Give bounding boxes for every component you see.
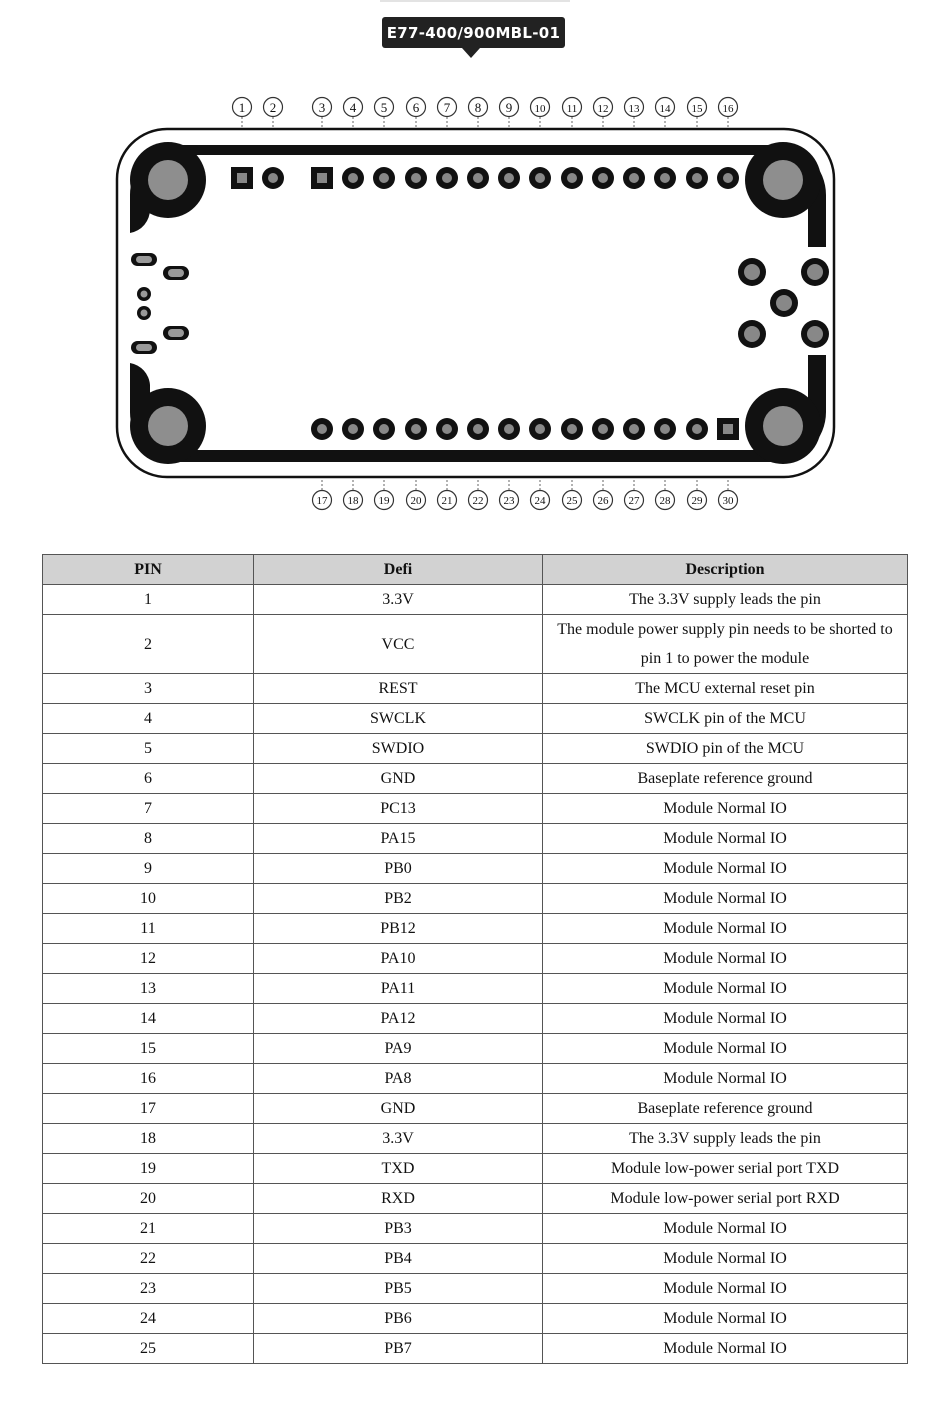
defi-cell: SWDIO bbox=[254, 734, 543, 764]
description-cell: Module Normal IO bbox=[543, 854, 908, 884]
top-divider bbox=[380, 0, 570, 2]
defi-cell: PA10 bbox=[254, 944, 543, 974]
pinout-diagram bbox=[0, 85, 950, 525]
table-row bbox=[43, 884, 908, 914]
table-row bbox=[43, 794, 908, 824]
top-pin-number: 3 bbox=[318, 100, 326, 115]
pin-cell: 20 bbox=[43, 1184, 254, 1214]
description-cell: Baseplate reference ground bbox=[543, 764, 908, 794]
defi-cell: PB5 bbox=[254, 1274, 543, 1304]
pin-cell: 23 bbox=[43, 1274, 254, 1304]
table-row bbox=[43, 1274, 908, 1304]
description-cell: SWDIO pin of the MCU bbox=[543, 734, 908, 764]
bottom-pin-number: 25 bbox=[566, 495, 578, 507]
pin-cell: 6 bbox=[43, 764, 254, 794]
table-row bbox=[43, 1124, 908, 1154]
description-cell: Module Normal IO bbox=[543, 974, 908, 1004]
defi-cell: RXD bbox=[254, 1184, 543, 1214]
bottom-pin-number: 22 bbox=[472, 495, 484, 507]
description-cell: SWCLK pin of the MCU bbox=[543, 704, 908, 734]
top-pin-number: 12 bbox=[597, 103, 609, 115]
description-cell: Module Normal IO bbox=[543, 944, 908, 974]
pin-cell: 14 bbox=[43, 1004, 254, 1034]
defi-cell: PA8 bbox=[254, 1064, 543, 1094]
pin-cell: 7 bbox=[43, 794, 254, 824]
table-row bbox=[43, 974, 908, 1004]
table-row bbox=[43, 824, 908, 854]
top-pin-number: 7 bbox=[443, 100, 451, 115]
pin-cell: 8 bbox=[43, 824, 254, 854]
description-cell: The module power supply pin needs to be shorted to pin 1 to power the module bbox=[543, 615, 908, 674]
description-cell: Module Normal IO bbox=[543, 884, 908, 914]
description-cell: Module low-power serial port TXD bbox=[543, 1154, 908, 1184]
description-cell: Module Normal IO bbox=[543, 914, 908, 944]
top-pin-number: 5 bbox=[380, 100, 388, 115]
table-row bbox=[43, 734, 908, 764]
pin-cell: 15 bbox=[43, 1034, 254, 1064]
table-row bbox=[43, 1244, 908, 1274]
module-board bbox=[117, 129, 834, 477]
pin-cell: 4 bbox=[43, 704, 254, 734]
pin-cell: 3 bbox=[43, 674, 254, 704]
table-row bbox=[43, 1304, 908, 1334]
defi-cell: PB4 bbox=[254, 1244, 543, 1274]
pin-cell: 11 bbox=[43, 914, 254, 944]
bottom-pin-number: 17 bbox=[316, 495, 328, 507]
defi-cell: PC13 bbox=[254, 794, 543, 824]
header-defi: Defi bbox=[254, 555, 543, 585]
top-pin-number: 4 bbox=[349, 100, 357, 115]
description-cell: Module low-power serial port RXD bbox=[543, 1184, 908, 1214]
table-row bbox=[43, 1034, 908, 1064]
table-row bbox=[43, 854, 908, 884]
pin-cell: 10 bbox=[43, 884, 254, 914]
defi-cell: 3.3V bbox=[254, 585, 543, 615]
description-cell: The 3.3V supply leads the pin bbox=[543, 1124, 908, 1154]
pin-cell: 25 bbox=[43, 1334, 254, 1364]
defi-cell: 3.3V bbox=[254, 1124, 543, 1154]
table-row bbox=[43, 1154, 908, 1184]
defi-cell: GND bbox=[254, 1094, 543, 1124]
table-row bbox=[43, 1184, 908, 1214]
bottom-pin-number: 24 bbox=[534, 495, 546, 507]
model-title-tag: E77-400/900MBL-01 bbox=[382, 17, 565, 48]
pin-cell: 22 bbox=[43, 1244, 254, 1274]
table-row bbox=[43, 704, 908, 734]
defi-cell: PA15 bbox=[254, 824, 543, 854]
top-pin-number: 9 bbox=[505, 100, 513, 115]
description-cell: Module Normal IO bbox=[543, 1004, 908, 1034]
top-pin-number: 16 bbox=[722, 103, 734, 115]
pin-cell: 1 bbox=[43, 585, 254, 615]
defi-cell: VCC bbox=[254, 615, 543, 674]
defi-cell: PA12 bbox=[254, 1004, 543, 1034]
pin-cell: 24 bbox=[43, 1304, 254, 1334]
defi-cell: PB6 bbox=[254, 1304, 543, 1334]
defi-cell: PB12 bbox=[254, 914, 543, 944]
pin-cell: 13 bbox=[43, 974, 254, 1004]
top-pin-number: 14 bbox=[659, 103, 671, 115]
description-cell: Module Normal IO bbox=[543, 1214, 908, 1244]
description-cell: The 3.3V supply leads the pin bbox=[543, 585, 908, 615]
bottom-pin-number: 20 bbox=[410, 495, 422, 507]
defi-cell: PA11 bbox=[254, 974, 543, 1004]
pin-cell: 2 bbox=[43, 615, 254, 674]
description-cell: Module Normal IO bbox=[543, 1304, 908, 1334]
table-header-row bbox=[43, 555, 908, 585]
description-cell: Baseplate reference ground bbox=[543, 1094, 908, 1124]
top-pin-number: 8 bbox=[474, 100, 482, 115]
bottom-pin-number: 28 bbox=[659, 495, 671, 507]
pin-cell: 19 bbox=[43, 1154, 254, 1184]
description-cell: Module Normal IO bbox=[543, 1064, 908, 1094]
bottom-pin-number: 21 bbox=[441, 495, 453, 507]
table-row bbox=[43, 1334, 908, 1364]
table-row bbox=[43, 1214, 908, 1244]
table-row bbox=[43, 1064, 908, 1094]
description-cell: Module Normal IO bbox=[543, 1334, 908, 1364]
description-cell: The MCU external reset pin bbox=[543, 674, 908, 704]
title-tag-pointer bbox=[462, 48, 480, 58]
pin-cell: 9 bbox=[43, 854, 254, 884]
pin-cell: 21 bbox=[43, 1214, 254, 1244]
bottom-pin-number: 19 bbox=[378, 495, 390, 507]
top-pin-number: 13 bbox=[628, 103, 640, 115]
pin-cell: 12 bbox=[43, 944, 254, 974]
defi-cell: PB7 bbox=[254, 1334, 543, 1364]
defi-cell: PB2 bbox=[254, 884, 543, 914]
defi-cell: REST bbox=[254, 674, 543, 704]
defi-cell: PB0 bbox=[254, 854, 543, 884]
header-description: Description bbox=[543, 555, 908, 585]
defi-cell: TXD bbox=[254, 1154, 543, 1184]
header-pin: PIN bbox=[43, 555, 254, 585]
description-cell: Module Normal IO bbox=[543, 1244, 908, 1274]
table-row bbox=[43, 914, 908, 944]
table-row bbox=[43, 944, 908, 974]
top-pin-number: 1 bbox=[238, 100, 246, 115]
table-row bbox=[43, 1094, 908, 1124]
top-pin-number: 2 bbox=[269, 100, 277, 115]
pin-cell: 5 bbox=[43, 734, 254, 764]
description-cell: Module Normal IO bbox=[543, 1034, 908, 1064]
table-row bbox=[43, 615, 908, 674]
bottom-pin-number: 18 bbox=[347, 495, 359, 507]
bottom-pin-number: 29 bbox=[691, 495, 703, 507]
description-cell: Module Normal IO bbox=[543, 824, 908, 854]
defi-cell: PB3 bbox=[254, 1214, 543, 1244]
top-pin-number: 11 bbox=[566, 103, 578, 115]
top-pin-number: 15 bbox=[691, 103, 703, 115]
bottom-pin-number: 26 bbox=[597, 495, 609, 507]
top-pin-number: 6 bbox=[412, 100, 420, 115]
table-row bbox=[43, 1004, 908, 1034]
description-cell: Module Normal IO bbox=[543, 794, 908, 824]
top-pin-number: 10 bbox=[534, 103, 546, 115]
pin-cell: 17 bbox=[43, 1094, 254, 1124]
bottom-pin-number: 27 bbox=[628, 495, 640, 507]
pin-definition-table bbox=[42, 554, 908, 1364]
defi-cell: GND bbox=[254, 764, 543, 794]
table-row bbox=[43, 585, 908, 615]
description-cell: Module Normal IO bbox=[543, 1274, 908, 1304]
pin-cell: 16 bbox=[43, 1064, 254, 1094]
bottom-pin-number: 23 bbox=[503, 495, 515, 507]
table-row bbox=[43, 674, 908, 704]
table-row bbox=[43, 764, 908, 794]
pin-cell: 18 bbox=[43, 1124, 254, 1154]
defi-cell: SWCLK bbox=[254, 704, 543, 734]
bottom-pin-number: 30 bbox=[722, 495, 734, 507]
defi-cell: PA9 bbox=[254, 1034, 543, 1064]
